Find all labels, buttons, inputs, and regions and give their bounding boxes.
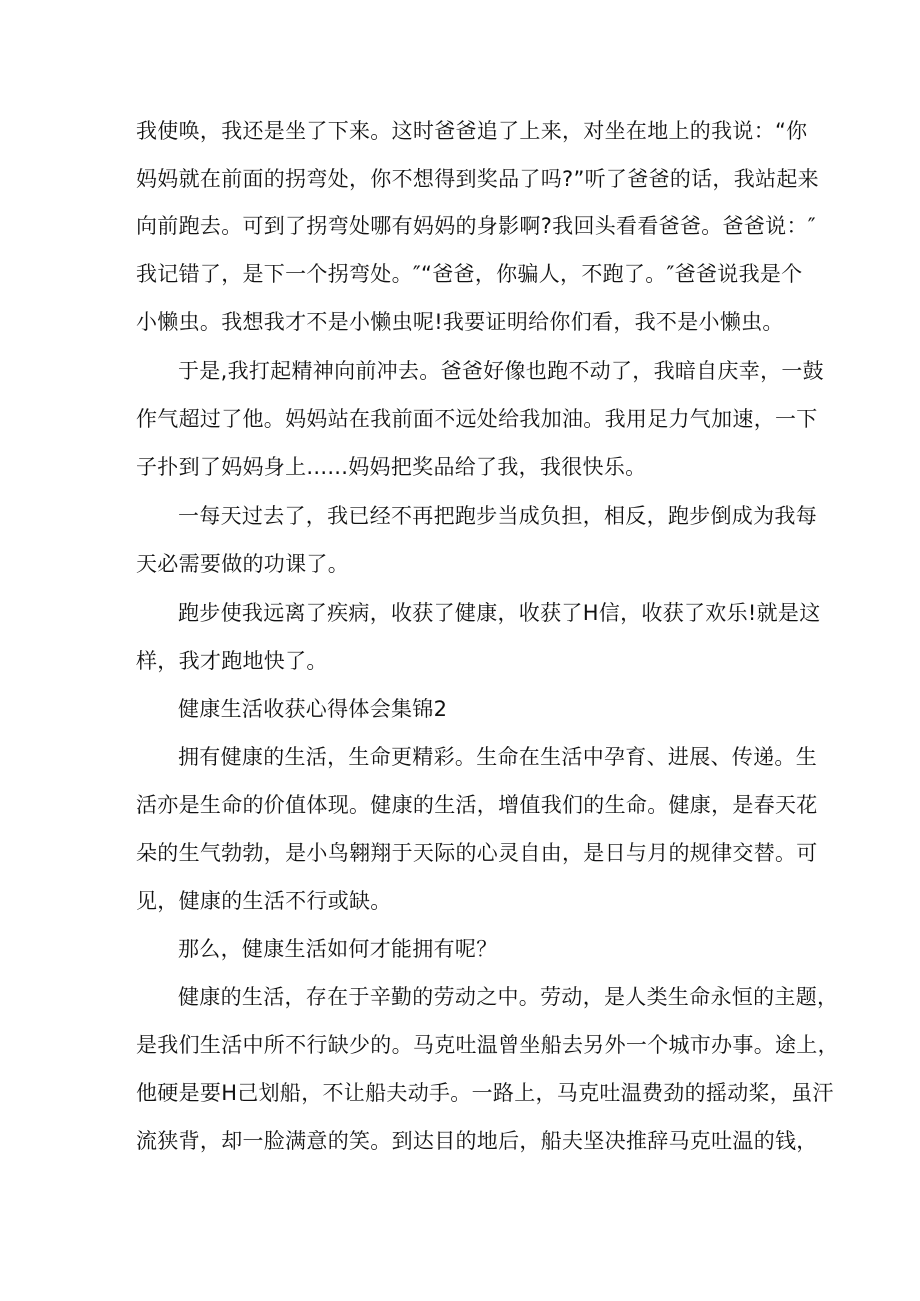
text-line: 妈妈就在前面的拐弯处，你不想得到奖品了吗?”听了爸爸的话，我站起来 <box>136 167 819 191</box>
text-line: 拥有健康的生活，生命更精彩。生命在生活中孕育、进展、传递。生 <box>178 745 817 769</box>
text-line: 我使唤，我还是坐了下来。这时爸爸追了上来，对坐在地上的我说：“你 <box>136 119 808 143</box>
section-heading: 健康生活收获心得体会集锦2 <box>178 697 448 721</box>
text-line: 天必需要做的功课了。 <box>136 552 349 576</box>
text-line: 他硬是要H己划船，不让船夫动手。一路上，马克吐温费劲的摇动桨，虽汗 <box>136 1081 834 1105</box>
text-line: 跑步使我远离了疾病，收获了健康，收获了H信，收获了欢乐!就是这 <box>178 601 821 625</box>
text-line: 样，我才跑地快了。 <box>136 649 328 673</box>
text-line: 那么，健康生活如何才能拥有呢？ <box>178 937 498 961</box>
text-line: 于是,我打起精神向前冲去。爸爸好像也跑不动了，我暗自庆幸，一鼓 <box>178 359 824 383</box>
text-line: 向前跑去。可到了拐弯处哪有妈妈的身影啊?我回头看看爸爸。爸爸说：″ <box>136 214 816 238</box>
text-line: 作气超过了他。妈妈站在我前面不远处给我加油。我用足力气加速，一下 <box>136 407 818 431</box>
text-line: 健康的生活，存在于辛勤的劳动之中。劳动，是人类生命永恒的主题， <box>178 985 839 1009</box>
text-line: 见，健康的生活不行或缺。 <box>136 889 392 913</box>
text-line: 朵的生气勃勃，是小鸟翱翔于天际的心灵自由，是日与月的规律交替。可 <box>136 841 818 865</box>
text-line: 小懒虫。我想我才不是小懒虫呢!我要证明给你们看，我不是小懒虫。 <box>136 310 784 334</box>
text-line: 我记错了，是下一个拐弯处。″“爸爸，你骗人，不跑了。″爸爸说我是个 <box>136 262 803 286</box>
text-line: 一每天过去了，我已经不再把跑步当成负担，相反，跑步倒成为我每 <box>178 504 817 528</box>
text-line: 是我们生活中所不行缺少的。马克吐温曾坐船去另外一个城市办事。途上， <box>136 1033 839 1057</box>
text-line: 流狭背，却一脸满意的笑。到达目的地后，船夫坚决推辞马克吐温的钱， <box>136 1129 818 1153</box>
text-line: 活亦是生命的价值体现。健康的生活，增值我们的生命。健康，是春天花 <box>136 793 818 817</box>
text-line: 子扑到了妈妈身上......妈妈把奖品给了我，我很快乐。 <box>136 455 647 479</box>
